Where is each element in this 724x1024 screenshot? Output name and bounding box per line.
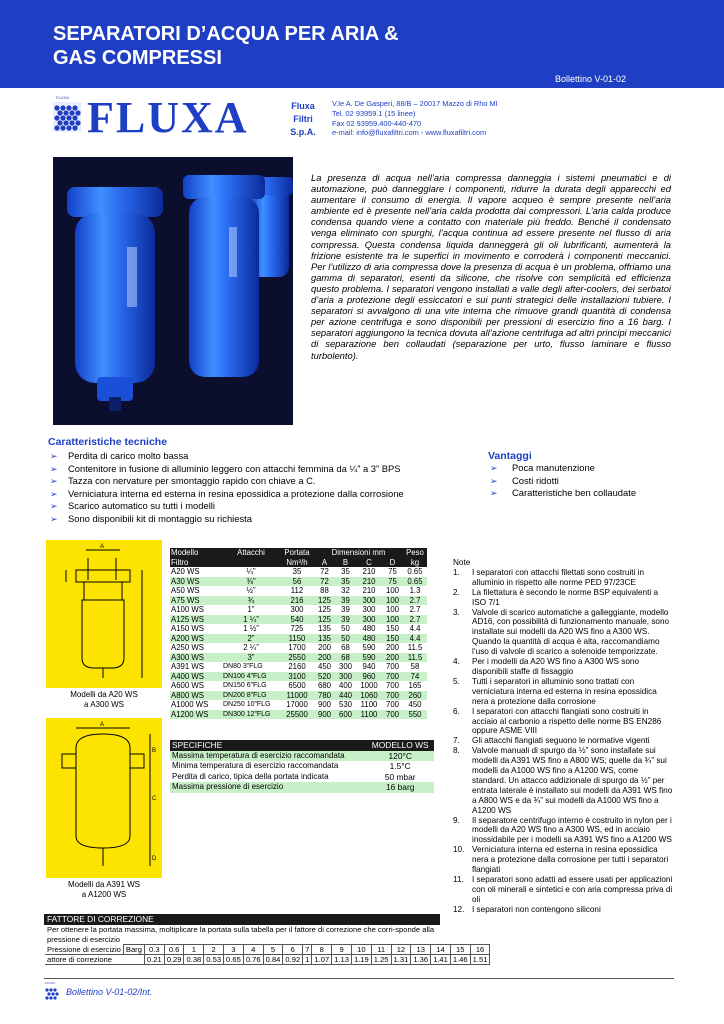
arrow-bullet-icon: ➢ — [50, 513, 58, 524]
model-cell: 75 — [382, 577, 403, 587]
dim-letter-a: A — [100, 544, 105, 550]
advantages — [488, 450, 688, 500]
pressure-cell: 8 — [312, 945, 332, 955]
model-cell: 1 ½” — [243, 624, 259, 633]
model-row — [170, 681, 427, 691]
model-cell: 210 — [356, 577, 382, 587]
model-cell: 2.7 — [409, 605, 421, 614]
model-cell: ¾ — [222, 596, 280, 606]
model-cell: 725 — [290, 624, 304, 633]
model-row — [170, 634, 427, 644]
model-cell: 72 — [320, 567, 329, 576]
model-row — [170, 605, 427, 615]
note-number: 3. — [453, 607, 460, 617]
specs-table — [170, 740, 434, 793]
models-table-header: Modello Attacchi Portata Dimensioni mm Peso — [170, 548, 427, 558]
technical-features-title: Caratteristiche tecniche — [48, 436, 168, 448]
model-cell: 400 — [338, 681, 352, 690]
note-number: 9. — [453, 815, 460, 825]
model-cell: 440 — [335, 691, 356, 701]
intro-paragraph: La presenza di acqua nell’aria compressa danneggia i sistemi pneumatici e di automazione, può danneggiare i componenti, ridurre la durata degli apparecchi ed aumentare il consumo di energia. Il vapore acqueo è sempre presente nell’aria ambiente ed è presente nell’aria calda prodotta dai compressori. L’aria calda produce condensa quando viene a contatto con materiale più freddo. Benché il condensato venga eliminato con spurghi, l’acqua continua ad essere presente nel flusso di aria compressa. Questa condensa liquida danneggerà gli oli lubrificanti, aumenterà la frizione esistente tra le superfici in movimento e corroderà i componenti meccanici. Per l’utilizzo di aria compressa dove la presenza di acqua è un problema, offriamo una gamma di separatori, esenti da silicone, che risolve con semplicità ed efficienza questo problema. I separatori vengono installati a valle degli after-coolers, dei serbatoi d’aria a protezione degli essiccatori e sui punti strategici delle installazioni tubiere. I separatori si avvalgono di una vite interna che rimuove grandi quantità di condensa per azione centrifuga e sono disponibili per pressioni di esercizio fino a 16 barg. I separatori aggiungono la tecnica dovuta all’azione centrifuga ad altri principi meccanici di separazione ben collaudati (separazione per urto, flusso laminare e flusso turbolento). — [311, 172, 671, 361]
note-text: I separatori con attacchi flangiati sono costruiti in acciaio al carbonio a rispetto delle norme BS EN286 oppure ASME VIII — [472, 706, 662, 736]
note-number: 4. — [453, 657, 460, 667]
model-cell: 2.7 — [403, 615, 427, 625]
model-cell: 2160 — [288, 662, 306, 671]
note-text: I separatori sono adatti ad essere usati per applicazioni con oli minerali e sintetici e con aria compressa priva di oli — [472, 875, 673, 904]
factor-cell: 0.29 — [164, 955, 184, 965]
factor-cell: 1.41 — [431, 955, 451, 965]
model-cell: 58 — [410, 662, 420, 671]
model-row — [170, 662, 427, 672]
note-item — [453, 816, 673, 846]
note-item — [453, 875, 673, 905]
pressure-cell: 13 — [411, 945, 431, 955]
model-cell: 590 — [356, 653, 382, 663]
note-number: 10. — [453, 845, 465, 855]
model-cell: 700 — [385, 700, 399, 709]
factor-cell: 1.07 — [312, 955, 332, 965]
note-text: Verniciatura interna ed esterna in resina epossidica nera a protezione dalla corrosione per tutti i separatori flangiati — [472, 845, 669, 875]
note-number: 2. — [453, 587, 460, 597]
spec-label: Perdita di carico, tipica della portata indicata — [172, 771, 329, 781]
model-cell: 960 — [356, 672, 382, 682]
model-cell: DN80 3”FLG — [223, 663, 263, 670]
model-cell: A800 WS — [170, 691, 222, 701]
note-number: 7. — [453, 736, 460, 746]
product-photo — [53, 157, 293, 425]
model-cell: 35 — [341, 567, 350, 576]
model-cell: 100 — [382, 596, 403, 606]
model-cell: 550 — [403, 710, 427, 720]
model-row — [170, 653, 427, 663]
factor-cell: 0.65 — [224, 955, 244, 965]
factor-cell: 0.76 — [243, 955, 263, 965]
model-cell: 1 ¼” — [222, 615, 280, 625]
correction-factor-title: FATTORE DI CORREZIONE — [44, 914, 440, 925]
note-number: 11. — [453, 875, 464, 884]
pressure-cell: 15 — [450, 945, 470, 955]
factor-cell: 1.25 — [371, 955, 391, 965]
feature-item: ➢ Scarico automatico su tutti i modelli — [50, 500, 215, 512]
spec-row — [170, 772, 434, 783]
model-row — [170, 710, 427, 720]
pressure-cell: 6 — [283, 945, 303, 955]
note-number: 8. — [453, 746, 460, 756]
model-cell: A150 WS — [171, 624, 204, 633]
factor-cell: 1 — [303, 955, 312, 965]
model-cell: A300 WS — [170, 653, 222, 663]
feature-item: ➢ Tazza con nervature per smontaggio rapido con chiave a C. — [50, 475, 316, 487]
correction-factor-section — [44, 914, 488, 965]
fluxa-logo — [53, 93, 283, 142]
note-text: La filettatura è secondo le norme BSP equivalenti a ISO 7/1 — [472, 587, 659, 607]
drawing-small-models — [46, 540, 162, 688]
model-cell: ⅜” — [222, 577, 280, 587]
model-cell: 68 — [335, 653, 356, 663]
pressure-cell: 14 — [431, 945, 451, 955]
note-item — [453, 736, 673, 746]
specs-table-header: SPECIFICHE MODELLO WS — [170, 740, 434, 751]
note-item — [453, 568, 673, 588]
model-cell: 0.65 — [403, 577, 427, 587]
model-cell: 3100 — [280, 672, 314, 682]
note-item — [453, 657, 673, 677]
model-cell: 216 — [280, 596, 314, 606]
model-cell: DN250 10”FLG — [223, 701, 271, 708]
note-text: Gli attacchi flangiati seguono le normative vigenti — [472, 736, 650, 746]
model-cell: 1150 — [280, 634, 314, 644]
note-text: I separatori con attacchi filettati sono costruiti in alluminio in rispetto alle norme PED 97/23CE — [472, 567, 645, 587]
model-cell: 72 — [314, 577, 335, 587]
model-cell: 4.4 — [409, 624, 421, 633]
logo-small-text: FLUXA — [56, 95, 69, 100]
factor-cell: 1.51 — [470, 955, 490, 965]
model-cell: 11000 — [280, 691, 314, 701]
spec-row — [170, 751, 434, 762]
model-cell: 100 — [385, 586, 399, 595]
spec-row — [170, 782, 434, 793]
model-row — [170, 643, 427, 653]
note-item — [453, 588, 673, 608]
arrow-bullet-icon: ➢ — [50, 451, 58, 461]
model-cell: 260 — [403, 691, 427, 701]
model-cell: 35 — [292, 567, 302, 576]
model-cell: 1000 — [360, 681, 378, 690]
drawing-large-models — [46, 718, 162, 878]
pressure-cell: 5 — [263, 945, 283, 955]
model-cell: 1.3 — [409, 586, 421, 595]
model-cell: 900 — [317, 700, 331, 709]
feature-item: ➢ Contenitore in fusione di alluminio leggero con attacchi femmina da ¼” a 3” BPS — [50, 462, 401, 474]
model-cell: 125 — [317, 605, 331, 614]
model-cell: 25500 — [280, 710, 314, 720]
model-cell: 100 — [385, 605, 399, 614]
notes-title: Note — [453, 558, 471, 567]
model-cell: 125 — [314, 615, 335, 625]
note-text: I separatori non contengono siliconi — [472, 904, 601, 914]
model-row — [170, 596, 427, 606]
model-row — [170, 672, 427, 682]
page-title — [53, 22, 513, 70]
model-cell: 300 — [356, 596, 382, 606]
note-text: Il separatore centrifugo interno è costruito in nylon per i modelli da A20 WS fino a A300 WS, ed in acciaio inossidabile per i modelli sa A391 WS fino a A1200 WS — [472, 815, 672, 845]
model-cell: 6500 — [288, 681, 306, 690]
address-phone: Tel. 02 93959.1 (15 linee) — [332, 108, 416, 118]
factor-cell: 0.92 — [283, 955, 303, 965]
model-cell: 50 — [335, 634, 356, 644]
spec-label: Massima pressione di esercizio — [170, 782, 366, 793]
model-cell: 75 — [388, 567, 397, 576]
model-cell: 940 — [362, 662, 376, 671]
model-cell: 1700 — [288, 643, 306, 652]
model-row — [170, 700, 427, 710]
model-cell: A125 WS — [170, 615, 222, 625]
note-item — [453, 677, 673, 707]
model-cell: 300 — [356, 615, 382, 625]
model-cell: 68 — [341, 643, 350, 652]
spec-label: Massima temperatura di esercizio raccomandata — [170, 751, 366, 762]
model-row — [170, 586, 427, 596]
model-cell: 1060 — [356, 691, 382, 701]
factor-row: attore di correzione 0.21 0.29 0.38 0.53 0.65 0.76 0.84 0.92 1 1.07 1.13 1.19 1.25 1.31 1.36 1.41 1.46 1.51 — [45, 955, 490, 965]
logo-dots-icon — [53, 98, 81, 134]
pressure-cell: 9 — [332, 945, 352, 955]
note-item — [453, 746, 673, 815]
separator-drawing-large — [46, 718, 162, 878]
model-cell: 2” — [222, 634, 280, 644]
model-cell: 112 — [290, 586, 304, 595]
arrow-bullet-icon: ➢ — [490, 463, 498, 473]
note-number: 12. — [453, 904, 465, 914]
feature-item: ➢ Sono disponibili kit di montaggio su richiesta — [50, 512, 252, 524]
model-cell: 540 — [280, 615, 314, 625]
model-cell: A400 WS — [170, 672, 222, 682]
pressure-cell: 1 — [184, 945, 204, 955]
dim-letter-c: C — [152, 796, 157, 802]
model-cell: DN300 12”FLG — [222, 710, 280, 720]
model-cell: 150 — [385, 624, 399, 633]
company-address — [332, 99, 498, 138]
model-cell: A391 WS — [171, 662, 204, 671]
model-cell: 210 — [362, 567, 376, 576]
note-number: 1. — [453, 567, 460, 577]
model-cell: 0.65 — [407, 567, 423, 576]
model-cell: 11.5 — [407, 643, 423, 652]
model-cell: A1200 WS — [170, 710, 222, 720]
header-banner — [0, 0, 724, 88]
arrow-bullet-icon: ➢ — [50, 501, 58, 512]
arrow-bullet-icon: ➢ — [490, 488, 498, 499]
model-cell: 300 — [290, 605, 304, 614]
pressure-row: Pressione di esercizio Barg 0.3 0.6 1 2 3 4 5 6 7 8 9 10 11 12 13 14 15 16 — [45, 945, 490, 955]
factor-cell: 1.36 — [411, 955, 431, 965]
model-cell: 2.7 — [403, 596, 427, 606]
model-cell: A250 WS — [171, 643, 204, 652]
note-text: Tutti i separatori in alluminio sono trattati con verniciatura interna ed esterna in resina epossidica nera a protezione dalla corrosione — [472, 676, 657, 706]
company-name: Fluxa Filtri S.p.A. — [290, 101, 316, 137]
note-item — [453, 707, 673, 737]
model-cell: A20 WS — [171, 567, 200, 576]
model-cell: ¼” — [246, 567, 256, 576]
pressure-cell: 0.6 — [164, 945, 184, 955]
factor-cell: 0.84 — [263, 955, 283, 965]
model-cell: 520 — [314, 672, 335, 682]
title-line-2: GAS COMPRESSI — [53, 47, 222, 69]
title-line-1: SEPARATORI D’ACQUA PER ARIA & — [53, 23, 399, 45]
model-cell: 50 — [341, 624, 350, 633]
model-row — [170, 691, 427, 701]
note-text: Valvole di scarico automatiche a galleggiante, modello AD16, con possibilità di funzionamento manuale, sono installate sui modelli da A20 WS fino a A300 WS. Quando la quantità di acqua è alta, raccomandiamo l’uso di valvole di scarico a solenoide temporizzate. — [472, 607, 670, 657]
spec-value: 1.5°C — [389, 761, 411, 771]
model-cell: 200 — [317, 643, 331, 652]
note-item — [453, 608, 673, 658]
note-item — [453, 845, 673, 875]
model-cell: 11.5 — [403, 653, 427, 663]
dim-letter-a: A — [100, 722, 105, 728]
arrow-bullet-icon: ➢ — [50, 463, 58, 474]
drawing-large-caption: Modelli da A391 WS a A1200 WS — [67, 880, 141, 899]
notes-section — [453, 558, 673, 915]
pressure-cell: 2 — [204, 945, 224, 955]
model-cell: 700 — [382, 672, 403, 682]
model-cell: 700 — [385, 662, 399, 671]
note-number: 6. — [453, 706, 460, 716]
model-cell: 125 — [314, 596, 335, 606]
logo-text: FLUXA — [87, 93, 249, 142]
arrow-bullet-icon: ➢ — [50, 488, 58, 499]
footer-logo-text: FLUXA — [45, 981, 55, 985]
model-cell: 700 — [385, 681, 399, 690]
model-cell: 35 — [335, 577, 356, 587]
pressure-cell: 7 — [303, 945, 312, 955]
pressure-cell: 12 — [391, 945, 411, 955]
model-cell: A50 WS — [171, 586, 200, 595]
model-cell: 135 — [314, 634, 335, 644]
factor-cell: 1.46 — [450, 955, 470, 965]
model-cell: 780 — [314, 691, 335, 701]
model-cell: A600 WS — [171, 681, 204, 690]
model-cell: DN150 6”FLG — [223, 682, 267, 689]
model-cell: 2550 — [280, 653, 314, 663]
address-email-web[interactable]: e-mail: info@fluxafiltri.com - www.fluxafiltri.com — [332, 128, 487, 138]
model-cell: 1” — [247, 605, 255, 614]
model-cell: 300 — [338, 662, 352, 671]
model-cell: 39 — [341, 605, 350, 614]
model-cell: 680 — [317, 681, 331, 690]
model-cell: 480 — [362, 624, 376, 633]
model-cell: 700 — [382, 710, 403, 720]
footer-logo-icon — [44, 986, 60, 1000]
model-cell: 590 — [362, 643, 376, 652]
note-number: 5. — [453, 676, 460, 686]
note-text: Per i modelli da A20 WS fino a A300 WS sono disponibili staffe di fissaggio — [472, 657, 640, 676]
separator-drawing-small — [46, 540, 162, 688]
footer-bulletin: Bollettino V-01-02/Int. — [66, 987, 153, 997]
model-cell: 1100 — [360, 700, 378, 709]
correction-factor-table — [45, 944, 490, 965]
models-table — [170, 548, 427, 719]
model-row — [170, 567, 427, 577]
model-cell: 300 — [362, 605, 376, 614]
spec-value: 50 mbar — [384, 771, 416, 782]
model-cell: 39 — [335, 615, 356, 625]
factor-cell: 1.13 — [332, 955, 352, 965]
address-fax: Fax 02 93959.400-440-470 — [332, 118, 422, 128]
model-cell: A100 WS — [171, 605, 204, 614]
factor-cell: 0.21 — [144, 955, 164, 965]
model-cell: 150 — [382, 634, 403, 644]
model-cell: 450 — [408, 700, 422, 709]
pressure-cell: 16 — [470, 945, 490, 955]
model-cell: 165 — [408, 681, 422, 690]
pressure-cell: 10 — [351, 945, 371, 955]
model-cell: 56 — [280, 577, 314, 587]
pressure-cell: 0.3 — [144, 945, 164, 955]
spec-value: 16 barg — [366, 782, 434, 793]
advantage-item: ➢ Poca manutenzione — [490, 462, 595, 473]
model-cell: 600 — [335, 710, 356, 720]
note-text: Valvole manuali di spurgo da ½” sono installate sui modelli da A391 WS fino a A800 WS; quelle da ¾” sui modelli da A1000 WS fino a A1200 WS, come standard. Un attacco addizionale di spurgo da ½” per entrata laterale è installato sui modelli da A391 WS fino a A800 WS e da ¾” sui modelli da A1000 WS fino a A1200 WS — [472, 746, 673, 815]
model-cell: 450 — [317, 662, 331, 671]
advantage-item: ➢ Costi ridotti — [490, 474, 559, 486]
model-cell: 210 — [362, 586, 376, 595]
bulletin-number: Bollettino V-01-02 — [554, 74, 626, 84]
footer — [44, 978, 674, 1006]
advantages-title: Vantaggi — [488, 450, 532, 462]
models-table-subheader: Filtro Nm³/h A B C D kg — [170, 558, 427, 568]
model-cell: A30 WS — [170, 577, 222, 587]
arrow-bullet-icon: ➢ — [50, 476, 58, 487]
factor-cell: 1.31 — [391, 955, 411, 965]
model-cell: A200 WS — [170, 634, 222, 644]
model-cell: 900 — [314, 710, 335, 720]
pressure-cell: 3 — [224, 945, 244, 955]
model-cell: 32 — [341, 586, 350, 595]
arrow-bullet-icon: ➢ — [490, 475, 498, 486]
model-row — [170, 624, 427, 634]
model-row — [170, 615, 427, 625]
pressure-cell: 11 — [371, 945, 391, 955]
spec-value: 120°C — [366, 751, 434, 762]
model-cell: 200 — [382, 653, 403, 663]
model-cell: 530 — [338, 700, 352, 709]
filter-housings-illustration — [53, 157, 293, 425]
correction-factor-text: Per ottenere la portata massima, moltiplicare la portata sulla tabella per il fattore di correzione che corri-sponde alla pressione di esercizio — [47, 925, 435, 944]
footer-divider — [44, 978, 674, 979]
model-cell: 39 — [335, 596, 356, 606]
model-cell: DN100 4”FLG — [222, 672, 280, 682]
model-cell: ½” — [246, 586, 256, 595]
factor-cell: 0.38 — [184, 955, 204, 965]
model-cell: 74 — [403, 672, 427, 682]
dim-letter-d: D — [152, 856, 157, 862]
model-cell: A75 WS — [170, 596, 222, 606]
model-cell: 2 ¼” — [243, 643, 259, 652]
factor-cell: 1.19 — [351, 955, 371, 965]
model-cell: 3” — [222, 653, 280, 663]
technical-features — [48, 436, 468, 526]
model-cell: DN200 8”FLG — [222, 691, 280, 701]
model-cell: 700 — [382, 691, 403, 701]
factor-cell: 0.53 — [204, 955, 224, 965]
note-item — [453, 905, 673, 915]
spec-row — [170, 761, 434, 772]
dim-letter-b: B — [152, 748, 157, 754]
model-cell: 480 — [356, 634, 382, 644]
feature-item: ➢ Verniciatura interna ed esterna in resina epossidica a protezione dalla corrosione — [50, 487, 404, 499]
model-row — [170, 577, 427, 587]
model-cell: 88 — [320, 586, 329, 595]
advantage-item: ➢ Caratteristiche ben collaudate — [490, 487, 637, 499]
model-cell: 100 — [382, 615, 403, 625]
address-street: V.le A. De Gasperi, 88/B – 20017 Mazzo di Rho MI — [332, 99, 498, 108]
model-cell: 135 — [317, 624, 331, 633]
model-cell: 200 — [385, 643, 399, 652]
spec-label: Minima temperatura di esercizio raccomandata — [172, 761, 339, 770]
model-cell: 200 — [314, 653, 335, 663]
drawing-small-caption: Modelli da A20 WS a A300 WS — [70, 690, 138, 709]
model-cell: 300 — [335, 672, 356, 682]
model-cell: A1000 WS — [171, 700, 209, 709]
model-cell: 17000 — [286, 700, 308, 709]
feature-item: ➢ Perdita di carico molto bassa — [50, 450, 189, 461]
model-cell: 1100 — [356, 710, 382, 720]
model-cell: 4.4 — [403, 634, 427, 644]
pressure-cell: 4 — [243, 945, 263, 955]
